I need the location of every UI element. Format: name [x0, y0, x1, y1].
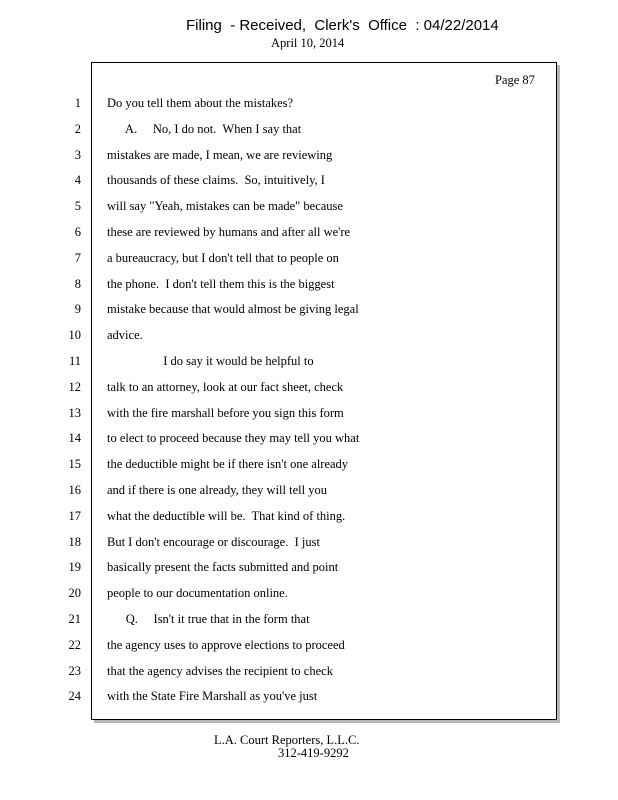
line-number: 23 — [68, 664, 81, 678]
line-number: 13 — [68, 406, 81, 420]
transcript-line-text: people to our documentation online. — [107, 586, 288, 600]
transcript-line-text: a bureaucracy, but I don't tell that to people on — [107, 251, 339, 265]
transcript-line-text: mistake because that would almost be giving legal — [107, 302, 359, 316]
transcript-line-text: the phone. I don't tell them this is the biggest — [107, 277, 335, 291]
transcript-line-text: the agency uses to approve elections to proceed — [107, 638, 345, 652]
transcript-line-text: basically present the facts submitted and point — [107, 560, 339, 574]
line-number: 21 — [68, 612, 81, 626]
reporter-phone: 312-419-9292 — [278, 746, 349, 760]
transcript-line-text: to elect to proceed because they may tell you what — [107, 431, 360, 445]
transcript-line-text: Do you tell them about the mistakes? — [107, 96, 294, 110]
line-number: 22 — [68, 638, 81, 652]
transcript-line-text: But I don't encourage or discourage. I just — [107, 535, 320, 549]
line-number: 17 — [68, 509, 81, 523]
line-number: 4 — [74, 173, 81, 187]
line-number: 18 — [68, 535, 81, 549]
page-number: Page 87 — [495, 73, 535, 87]
line-number: 24 — [68, 689, 81, 703]
line-number: 6 — [74, 225, 81, 239]
line-number: 19 — [68, 560, 81, 574]
transcript-line-text: A. No, I do not. When I say that — [107, 122, 302, 136]
line-number: 8 — [74, 277, 81, 291]
line-number: 20 — [68, 586, 81, 600]
line-number: 14 — [68, 431, 81, 445]
transcript-line-text: and if there is one already, they will tell you — [107, 483, 327, 497]
line-number: 9 — [74, 302, 81, 316]
transcript-line-text: thousands of these claims. So, intuitively, I — [107, 173, 325, 187]
line-number: 1 — [74, 96, 81, 110]
transcript-line-text: mistakes are made, I mean, we are reviewing — [107, 148, 333, 162]
transcript-line-text: advice. — [107, 328, 143, 342]
transcript-line-text: the deductible might be if there isn't one already — [107, 457, 349, 471]
line-number: 16 — [68, 483, 81, 497]
transcript-line-text: with the State Fire Marshall as you've just — [107, 689, 318, 703]
line-number: 10 — [68, 328, 81, 342]
reporter-company: L.A. Court Reporters, L.L.C. — [214, 733, 360, 747]
deposition-date: April 10, 2014 — [271, 36, 345, 50]
transcript-line-text: with the fire marshall before you sign this form — [107, 406, 344, 420]
line-number: 11 — [68, 354, 81, 368]
line-number: 15 — [68, 457, 81, 471]
transcript-line-text: what the deductible will be. That kind of thing. — [107, 509, 346, 523]
line-number: 12 — [68, 380, 81, 394]
line-number: 7 — [74, 251, 81, 265]
transcript-line-text: talk to an attorney, look at our fact sheet, check — [107, 380, 344, 394]
transcript-line-text: that the agency advises the recipient to check — [107, 664, 333, 678]
transcript-line-text: will say "Yeah, mistakes can be made" because — [107, 199, 343, 213]
transcript-line-text: Q. Isn't it true that in the form that — [107, 612, 310, 626]
transcript-line-text: these are reviewed by humans and after all we're — [107, 225, 351, 239]
line-number: 3 — [74, 148, 81, 162]
line-number: 5 — [74, 199, 81, 213]
transcript-line-text: I do say it would be helpful to — [107, 354, 314, 368]
filing-stamp: Filing - Received, Clerk's Office : 04/22/2014 — [186, 17, 499, 34]
line-number: 2 — [74, 122, 81, 136]
